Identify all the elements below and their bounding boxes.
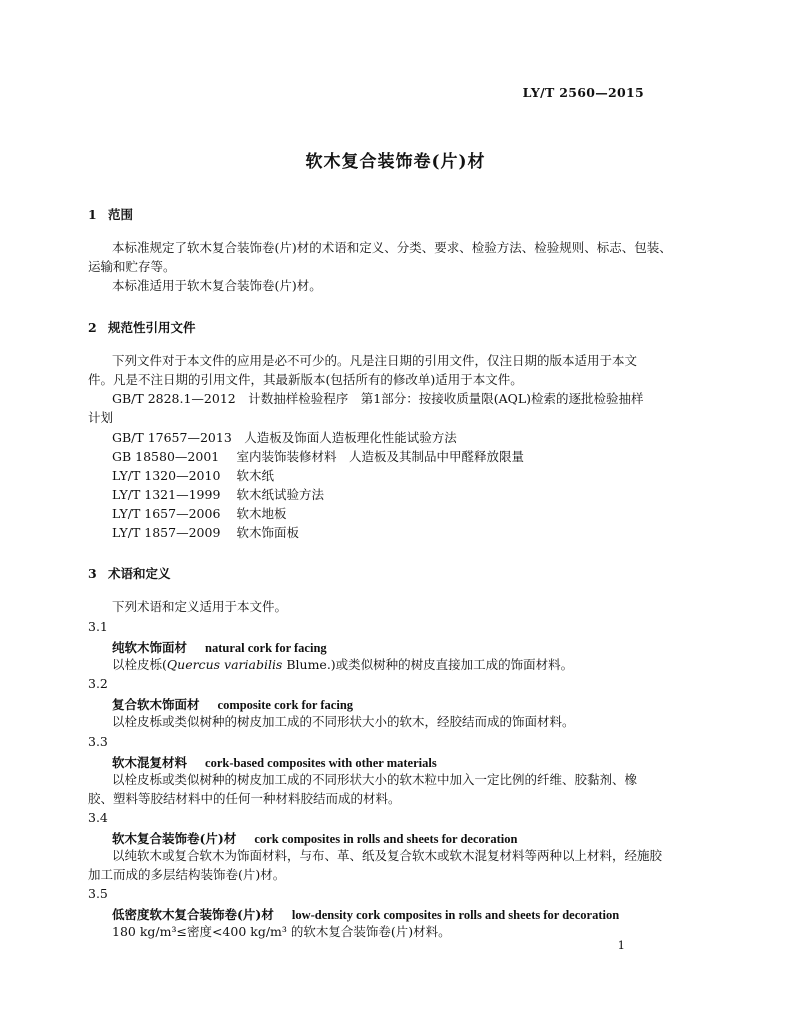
section-title: 术语和定义 (108, 566, 171, 581)
paragraph-line: 本标准适用于软木复合装饰卷(片)材。 (112, 278, 322, 293)
reference-code: LY/T 1321—1999 (112, 487, 221, 502)
term-definition: 加工而成的多层结构装饰卷(片)材。 (88, 867, 286, 882)
reference-line: 计划 (88, 410, 114, 425)
term-heading (112, 905, 619, 923)
page-number: 1 (617, 938, 625, 952)
term-definition (112, 657, 573, 673)
term-en: low-density cork composites in rolls and sheets for decoration (291, 908, 620, 922)
reference-line: GB/T 2828.1—2012 计数抽样检验程序 第1部分：按接收质量限(AQL)检索的逐批检验抽样 (112, 391, 644, 406)
term-cn: 软木复合装饰卷(片)材 (112, 831, 237, 846)
term-cn: 软木混复材料 (112, 755, 188, 770)
paragraph-line: 件。凡是不注日期的引用文件，其最新版本(包括所有的修改单)适用于本文件。 (88, 372, 523, 387)
reference-item (112, 468, 274, 484)
term-definition: 以栓皮栎或类似树种的树皮加工成的不同形状大小的软木，经胶结而成的饰面材料。 (112, 714, 575, 729)
reference-title: 人造板及饰面人造板理化性能试验方法 (244, 430, 457, 445)
term-en: cork composites in rolls and sheets for decoration (254, 832, 518, 846)
reference-code: LY/T 1857—2009 (112, 525, 221, 540)
paragraph-line: 下列文件对于本文件的应用是必不可少的。凡是注日期的引用文件，仅注日期的版本适用于本文 (112, 353, 638, 368)
term-en: cork-based composites with other materials (205, 756, 437, 770)
section-title: 规范性引用文件 (108, 320, 196, 335)
section-2-heading (88, 318, 196, 336)
reference-title: 软木饰面板 (236, 525, 300, 540)
term-heading (112, 638, 327, 656)
reference-title: 软木纸试验方法 (236, 487, 325, 502)
term-definition: 以纯软木或复合软木为饰面材料，与布、革、纸及复合软木或软木混复材料等两种以上材料，经施胶 (112, 848, 663, 863)
definition-text: Blume.)或类似树种的树皮直接加工成的饰面材料。 (282, 657, 574, 672)
latin-name: Quercus variabilis (166, 657, 283, 672)
term-definition: 胶、塑料等胶结材料中的任何一种材料胶结而成的材料。 (88, 791, 401, 806)
reference-title: 室内装饰装修材料 人造板及其制品中甲醛释放限量 (236, 449, 525, 464)
term-heading (112, 753, 437, 771)
term-number: 3.5 (88, 886, 108, 901)
reference-title: 软木纸 (236, 468, 275, 483)
section-number: 1 (88, 207, 97, 222)
reference-code: LY/T 1320—2010 (112, 468, 221, 483)
term-cn: 纯软木饰面材 (112, 640, 188, 655)
term-number: 3.1 (88, 619, 108, 634)
paragraph-line: 本标准规定了软木复合装饰卷(片)材的术语和定义、分类、要求、检验方法、检验规则、标志、包装、 (112, 240, 672, 255)
reference-code: GB/T 17657—2013 (112, 430, 232, 445)
reference-item (112, 449, 524, 465)
definition-text: 以栓皮栎( (112, 657, 167, 672)
standard-code: LY/T 2560—2015 (522, 85, 644, 100)
reference-item (112, 525, 299, 541)
reference-code: GB 18580—2001 (112, 449, 220, 464)
section-1-heading (88, 205, 133, 223)
reference-item (112, 506, 287, 522)
term-number: 3.3 (88, 734, 108, 749)
term-en: natural cork for facing (205, 641, 327, 655)
term-heading (112, 695, 353, 713)
section-number: 2 (88, 320, 97, 335)
term-number: 3.2 (88, 676, 108, 691)
term-heading (112, 829, 517, 847)
paragraph-line: 运输和贮存等。 (88, 259, 176, 274)
section-number: 3 (88, 566, 97, 581)
term-number: 3.4 (88, 810, 108, 825)
paragraph-line: 下列术语和定义适用于本文件。 (112, 599, 288, 614)
document-title: 软木复合装饰卷(片)材 (305, 152, 486, 172)
term-en: composite cork for facing (217, 698, 354, 712)
reference-item (112, 487, 324, 503)
term-definition: 以栓皮栎或类似树种的树皮加工成的不同形状大小的软木粒中加入一定比例的纤维、胶黏剂、橡 (112, 772, 638, 787)
reference-code: LY/T 1657—2006 (112, 506, 221, 521)
term-cn: 复合软木饰面材 (112, 697, 200, 712)
term-definition: 180 kg/m³≤密度<400 kg/m³ 的软木复合装饰卷(片)材料。 (112, 924, 451, 939)
term-cn: 低密度软木复合装饰卷(片)材 (112, 907, 274, 922)
section-3-heading (88, 564, 171, 582)
reference-item (112, 430, 457, 446)
section-title: 范围 (108, 207, 134, 222)
reference-title: 软木地板 (236, 506, 287, 521)
